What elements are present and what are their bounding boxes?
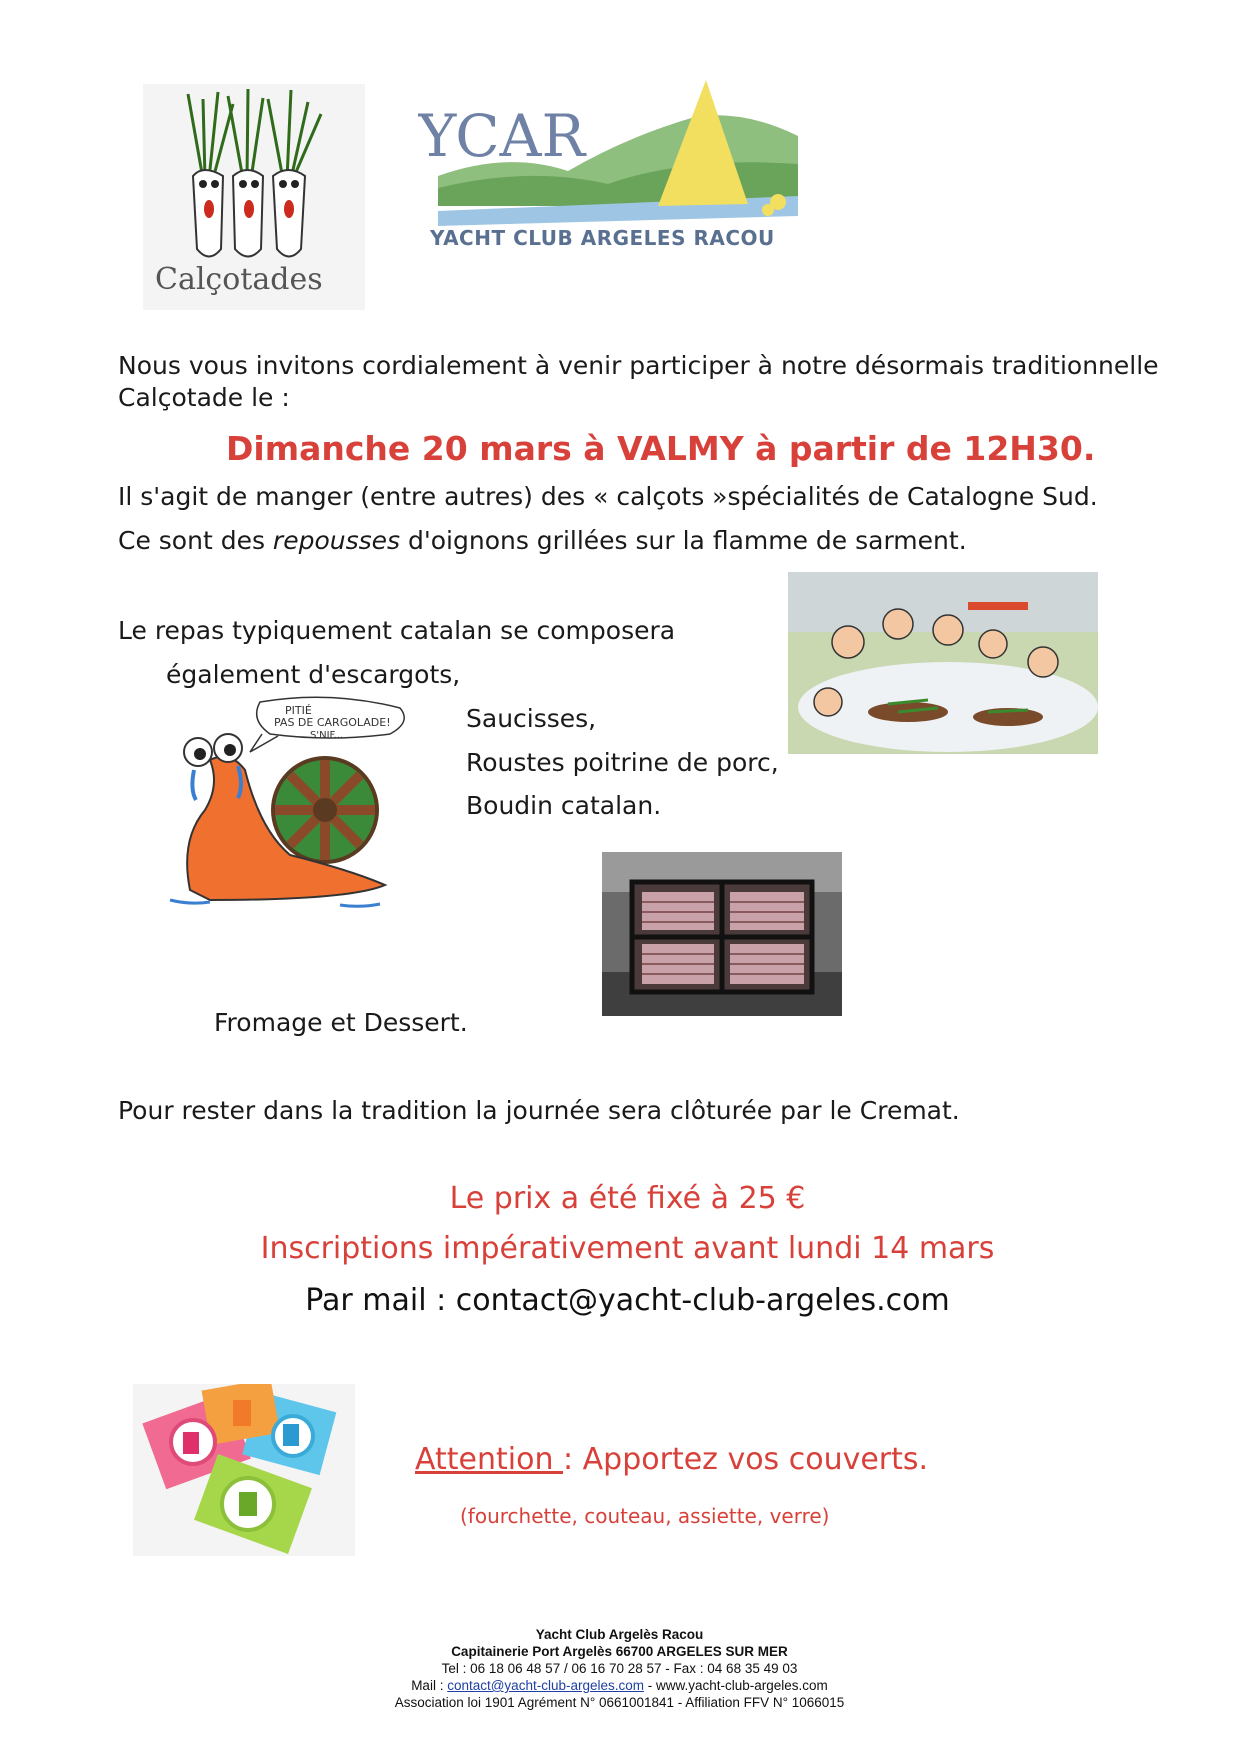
- attention-line: [415, 1442, 928, 1477]
- footer-website: - www.yacht-club-argeles.com: [644, 1678, 828, 1693]
- menu-snails: également d'escargots,: [166, 660, 461, 689]
- description-line-2-start: Ce sont des: [118, 526, 273, 555]
- footer-mail-label: Mail :: [411, 1678, 448, 1693]
- snail-bubble-line-2: PAS DE CARGOLADE!: [274, 716, 391, 729]
- footer-mail-link[interactable]: contact@yacht-club-argeles.com: [447, 1678, 644, 1693]
- menu-item-pork: Roustes poitrine de porc,: [466, 748, 779, 777]
- contact-email-line: Par mail : contact@yacht-club-argeles.com: [305, 1283, 950, 1318]
- description-line-2: [118, 526, 967, 556]
- attention-details: (fourchette, couteau, assiette, verre): [460, 1504, 830, 1528]
- footer-association: Association loi 1901 Agrément N° 0661001841 - Affiliation FFV N° 1066015: [394, 1695, 845, 1710]
- snail-bubble-line-3: S'NIF...: [310, 730, 344, 741]
- description-line-1: Il s'agit de manger (entre autres) des « calçots »spécialités de Catalogne Sud.: [118, 482, 1098, 511]
- snail-bubble-line-1: PITIÉ: [285, 704, 312, 717]
- price-text: Le prix a été fixé à 25 €: [449, 1181, 806, 1216]
- description-line-2-end: d'oignons grillées sur la flamme de sarment.: [400, 526, 967, 555]
- menu-dessert: Fromage et Dessert.: [214, 1008, 468, 1037]
- tradition-text: Pour rester dans la tradition la journée sera clôturée par le Cremat.: [118, 1096, 960, 1125]
- attention-label: Attention: [415, 1442, 563, 1477]
- calcotades-logo-text: Calçotades: [155, 262, 323, 297]
- grill-photo: [602, 852, 842, 1016]
- tableware-photo: [133, 1384, 355, 1556]
- footer-club-name: Yacht Club Argelès Racou: [535, 1627, 704, 1642]
- attention-message: : Apportez vos couverts.: [563, 1442, 929, 1477]
- description-italic-word: repousses: [272, 526, 401, 555]
- ycar-subtitle: YACHT CLUB ARGELES RACOU: [430, 226, 775, 250]
- footer-phones: Tel : 06 18 06 48 57 / 06 16 70 28 57 - Fax : 04 68 35 49 03: [441, 1661, 798, 1676]
- feast-illustration: [788, 572, 1098, 754]
- registration-deadline: Inscriptions impérativement avant lundi 14 mars: [260, 1231, 995, 1266]
- calcotades-logo: [143, 84, 365, 310]
- event-headline: Dimanche 20 mars à VALMY à partir de 12H30.: [226, 429, 1096, 468]
- menu-intro: Le repas typiquement catalan se composera: [118, 616, 676, 645]
- menu-item-sausages: Saucisses,: [466, 704, 597, 733]
- snail-cartoon: [150, 690, 420, 915]
- intro-line-1: Nous vous invitons cordialement à venir participer à notre désormais traditionnelle: [118, 351, 1159, 380]
- ycar-logo-letters: YCAR: [418, 102, 586, 170]
- menu-item-boudin: Boudin catalan.: [466, 791, 662, 820]
- footer-mail-line: [0, 1677, 1239, 1694]
- intro-line-2: Calçotade le :: [118, 383, 290, 412]
- footer-address: Capitainerie Port Argelès 66700 ARGELES SUR MER: [451, 1644, 788, 1659]
